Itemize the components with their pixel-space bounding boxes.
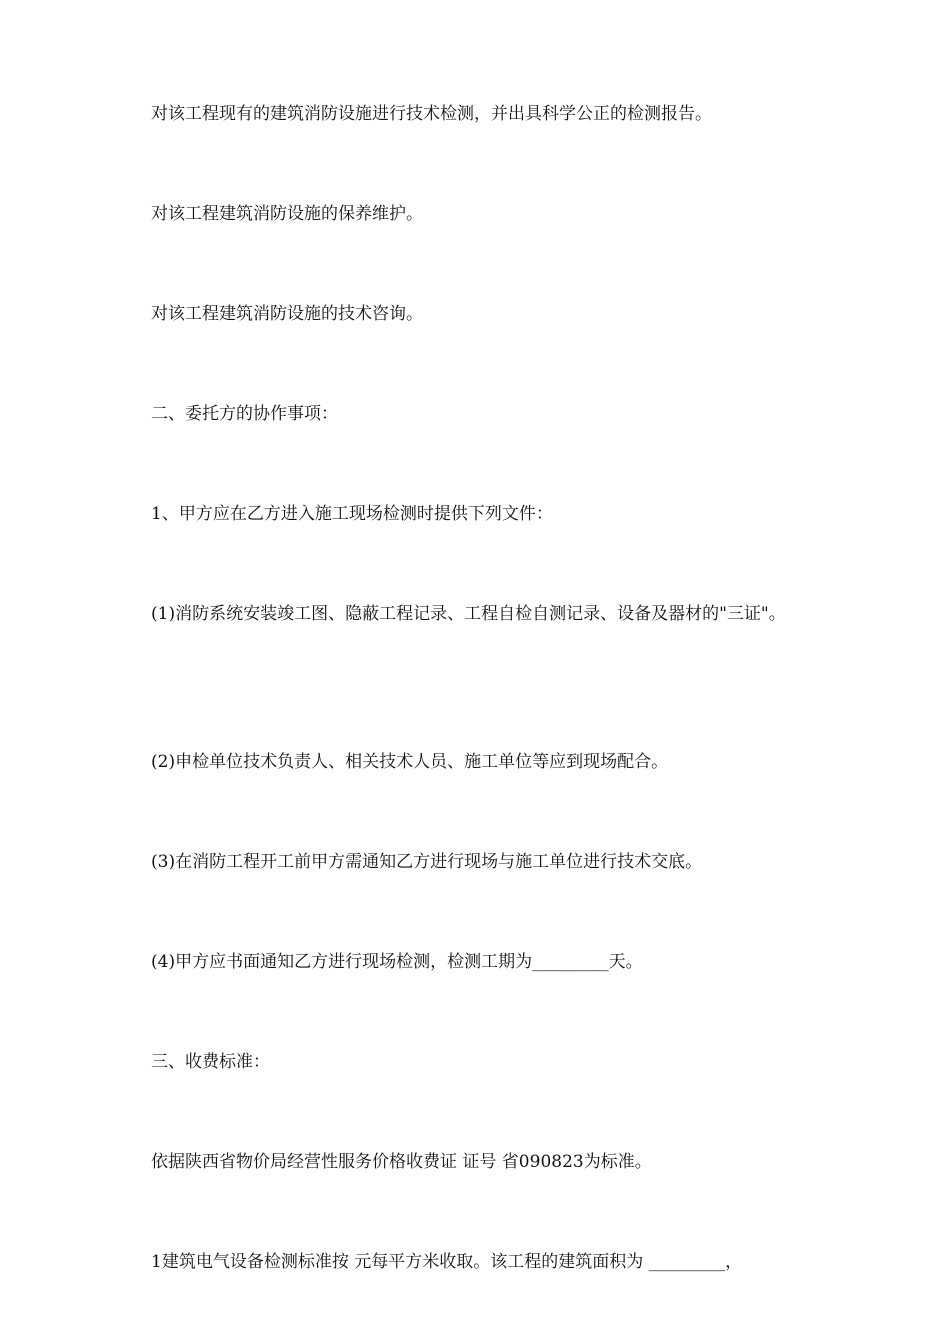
paragraph-required-documents: 1、甲方应在乙方进入施工现场检测时提供下列文件：: [151, 504, 553, 524]
list-item-4-inspection-period: (4)甲方应书面通知乙方进行现场检测，检测工期为_________天。: [151, 952, 643, 972]
paragraph-consulting: 对该工程建筑消防设施的技术咨询。: [151, 304, 423, 324]
paragraph-electrical-fee: 1建筑电气设备检测标准按 元每平方米收取。该工程的建筑面积为 _________，: [151, 1252, 743, 1272]
paragraph-maintenance: 对该工程建筑消防设施的保养维护。: [151, 204, 423, 224]
list-item-3-technical-briefing: (3)在消防工程开工前甲方需通知乙方进行现场与施工单位进行技术交底。: [151, 852, 703, 872]
section-heading-client-cooperation: 二、委托方的协作事项：: [151, 404, 338, 424]
paragraph-fee-basis: 依据陕西省物价局经营性服务价格收费证 证号 省090823为标准。: [151, 1152, 652, 1172]
list-item-2-on-site-cooperation: (2)申检单位技术负责人、相关技术人员、施工单位等应到现场配合。: [151, 752, 669, 772]
list-item-1-as-built-drawings: (1)消防系统安装竣工图、隐蔽工程记录、工程自检自测记录、设备及器材的"三证"。: [151, 604, 786, 624]
section-heading-fee-standard: 三、收费标准：: [151, 1052, 270, 1072]
paragraph-inspection-report: 对该工程现有的建筑消防设施进行技术检测，并出具科学公正的检测报告。: [151, 104, 712, 124]
